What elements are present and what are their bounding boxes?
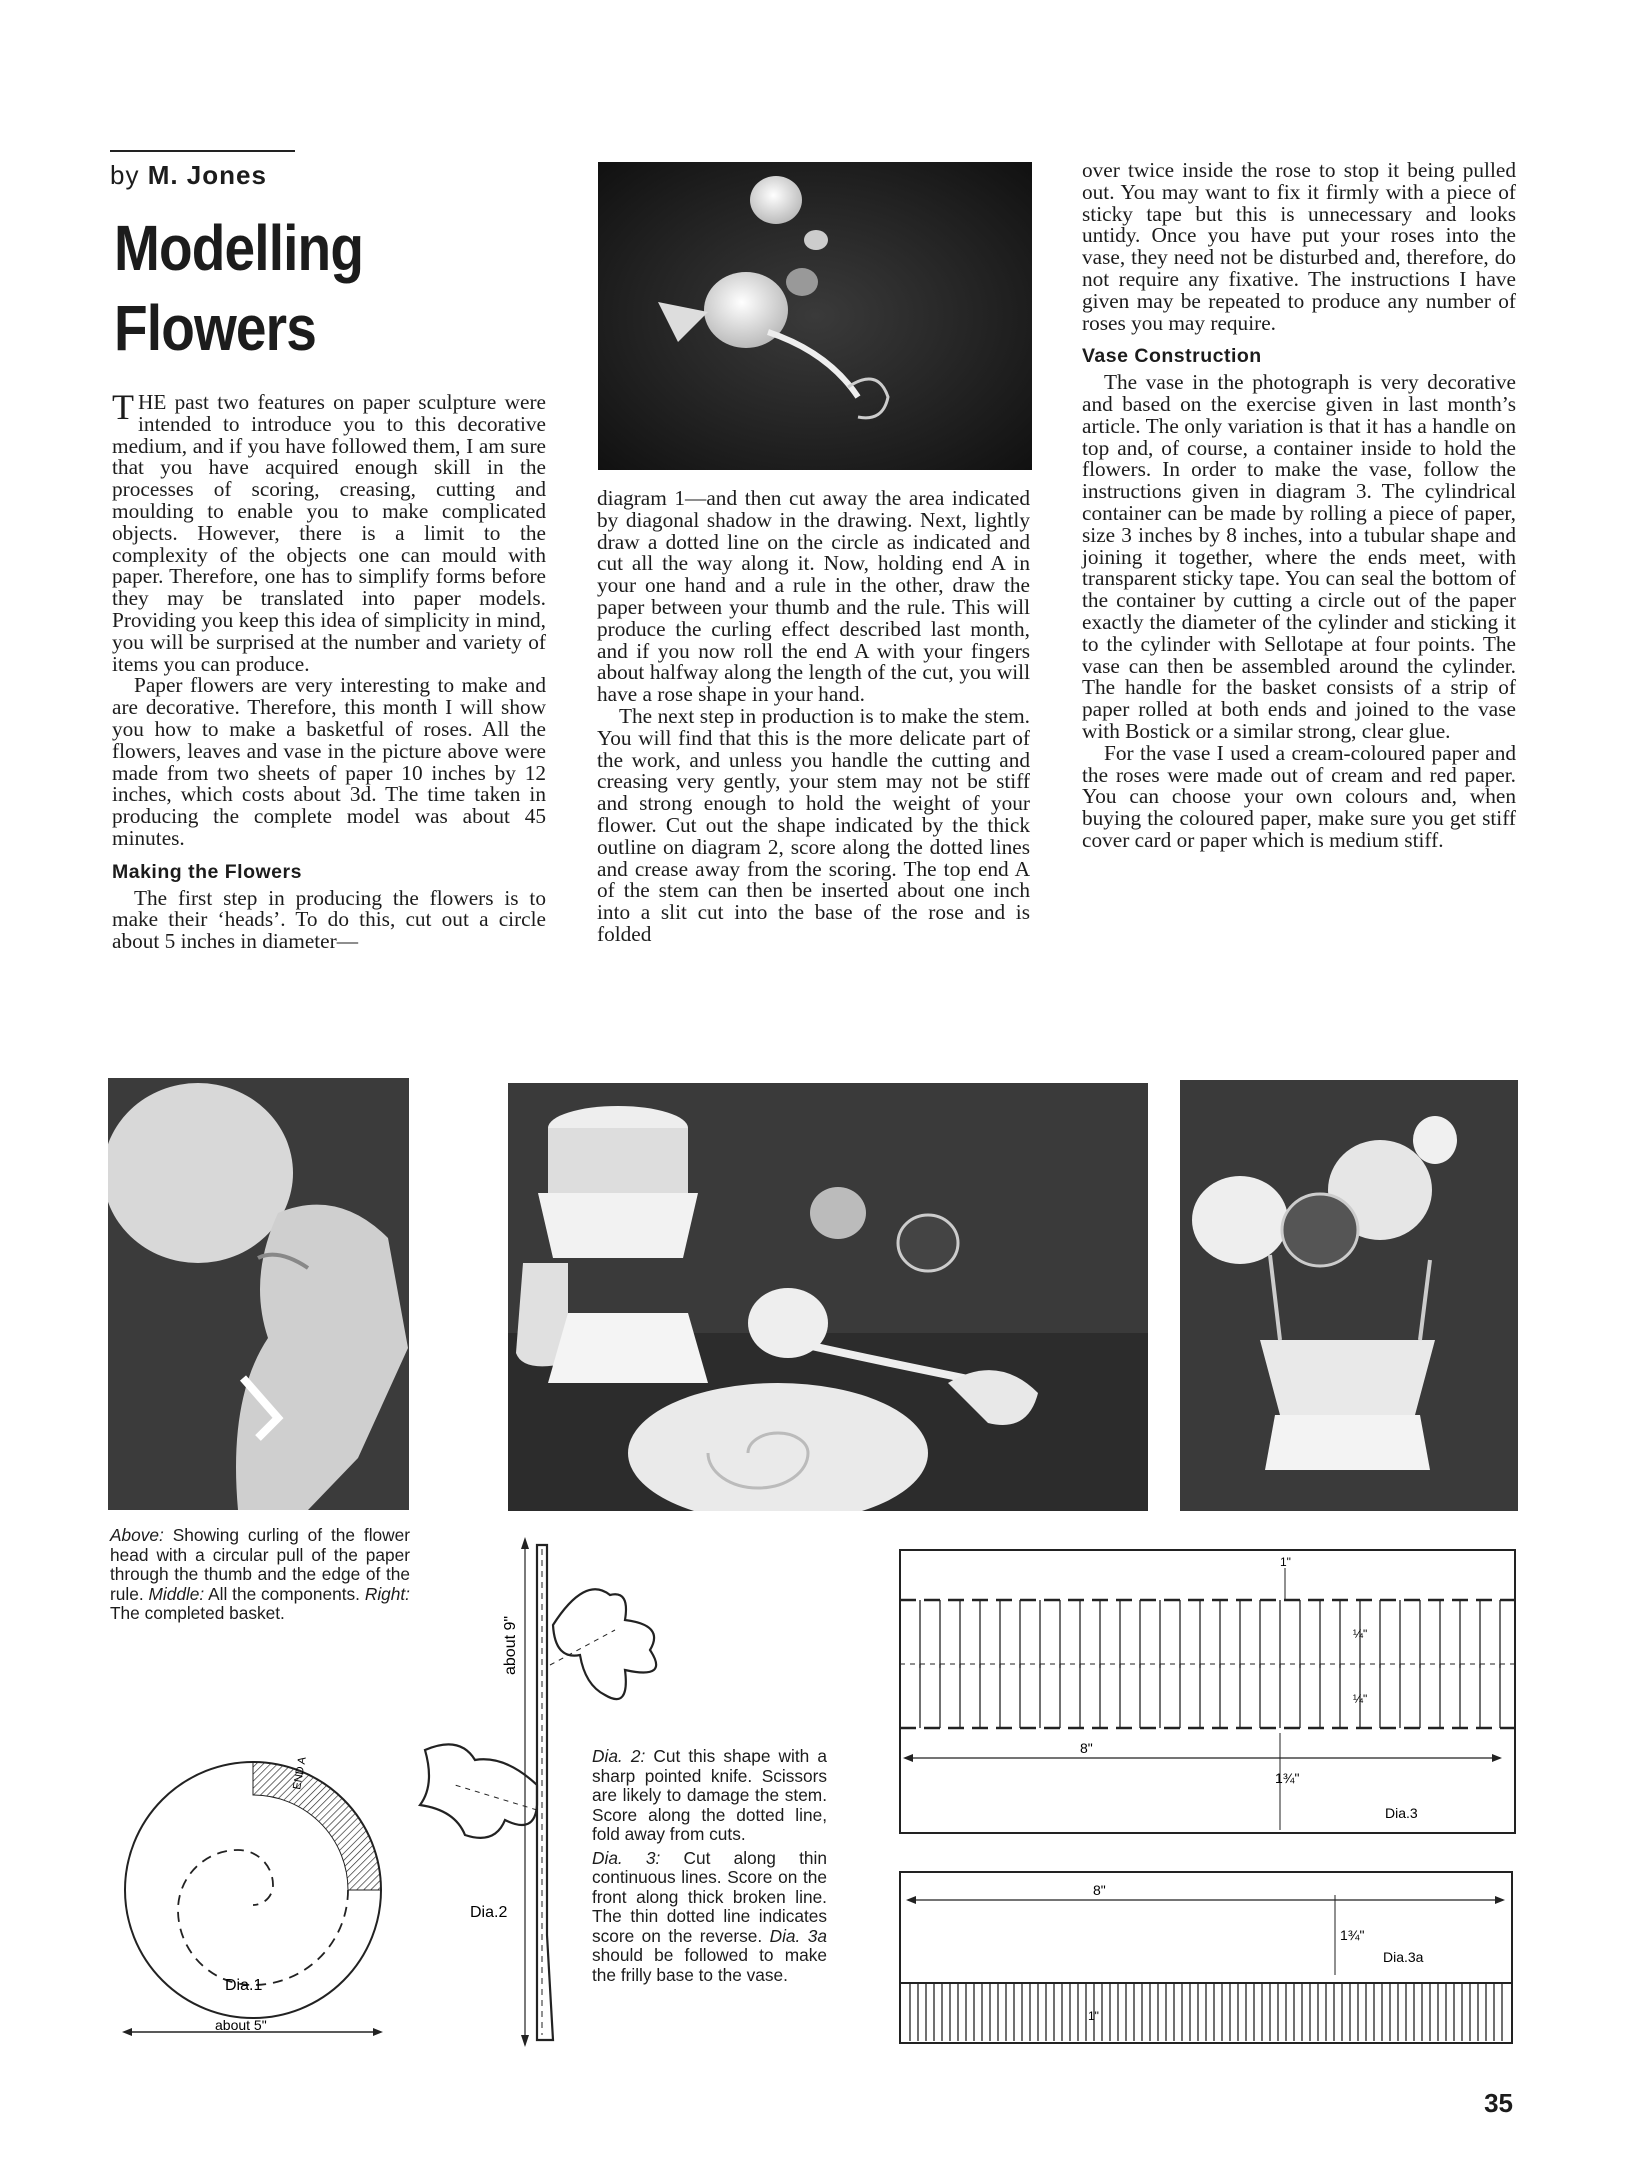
photo-components xyxy=(508,1083,1148,1511)
paragraph: diagram 1—and then cut away the area indicated by diagonal shadow in the drawing. Next, lightly draw a dotted line on the circle as indicated and cut all the way along it. Now, holding end A in your one hand and a rule in the other, draw the paper between your thumb and the rule. This will produce the curling effect described last month, and if you now roll the end A with your fingers about halfway along the length of the cut, you will have a rose shape in your hand. xyxy=(597,486,1030,707)
title-line-2: Flowers xyxy=(114,292,316,364)
paragraph: over twice inside the rose to stop it being pulled out. You may want to fix it firmly with a piece of sticky tape but this is unnecessary and looks untidy. Once you have put your roses into the vase, they need not be disturbed and, therefore, do not require any fixative. The instructions I have given may be repeated to produce any number of roses you may require. xyxy=(1082,158,1516,335)
dia3-width: 8" xyxy=(1080,1740,1093,1756)
paragraph: The first step in producing the flowers is to make their ‘heads’. To do this, cut out a circle about 5 inches in diameter— xyxy=(112,885,546,954)
photo-roses xyxy=(598,162,1032,470)
dia3a-width: 8" xyxy=(1093,1882,1106,1898)
intro-paragraph: THE past two features on paper sculpture were intended to introduce you to this decorative medium, and if you have followed them, I am sure that you have acquired enough skill in the processes of scoring, creasing, cutting and moulding to enable you to make complicated objects. However, there is a limit to the complexity of the objects one can mould with paper. Therefore, one has to simplify forms before they may be translated into paper models. Providing you keep this idea of simplicity in mind, you will be surprised at the number and variety of items you can produce. xyxy=(112,387,546,676)
byline-prefix: by xyxy=(110,160,140,190)
section-heading-making-flowers: Making the Flowers xyxy=(112,860,302,883)
text-column-3 xyxy=(1082,160,1516,852)
photo-completed-basket xyxy=(1180,1080,1518,1511)
diagram-caption xyxy=(592,1747,827,1985)
dia3-quarter-1: ¼" xyxy=(1353,1627,1368,1641)
title-line-1: Modelling xyxy=(114,212,364,284)
dia3-top-dim: 1" xyxy=(1280,1555,1291,1569)
article-title xyxy=(114,208,363,368)
dia3a-height: 1¾" xyxy=(1340,1927,1365,1943)
paragraph: The next step in production is to make the stem. You will find that this is the more delicate part of the work, and unless you handle the cutting and creasing very gently, your stem may not be stiff and strong enough to hold the weight of your flower. Cut out the shape indicated by the thick outline on diagram 2, score along the dotted lines and crease away from the scoring. The top end A of the stem can then be inserted about one inch into a slit cut into the base of the rose and is folded xyxy=(597,703,1030,946)
dia2-dimension: about 9" xyxy=(502,1615,519,1675)
diagram-3-vase xyxy=(895,1548,1520,1838)
dia3-caption: Dia. 3: Cut along thin continuous lines. Score on the front along thick broken line. The thin dotted line indicates score on the reverse. Dia. 3a should be followed to make the frilly base to the vase. xyxy=(592,1847,827,1985)
text-column-1 xyxy=(112,387,546,954)
dia3-quarter-2: ¼" xyxy=(1353,1692,1368,1706)
text-column-2 xyxy=(597,488,1030,946)
byline xyxy=(110,150,295,191)
dia3a-base-dim: 1" xyxy=(1088,2009,1099,2023)
diagram-3a-frilly-base xyxy=(898,1870,1518,2045)
drop-cap: T xyxy=(112,387,134,427)
photo-caption: Above: Showing curling of the flower head with a circular pull of the paper through the thumb and the edge of the rule. Middle: All the components. Right: The completed basket. xyxy=(110,1525,410,1623)
dia1-end-label: END A xyxy=(291,1755,309,1791)
dia3-label: Dia.3 xyxy=(1385,1805,1418,1821)
section-heading-vase-construction: Vase Construction xyxy=(1082,345,1262,368)
paragraph: For the vase I used a cream-coloured paper and the roses were made out of cream and red paper. You can choose your own colours and, when buying the coloured paper, make sure you get stiff cover card or paper which is medium stiff. xyxy=(1082,740,1516,852)
dia2-label: Dia.2 xyxy=(470,1904,508,1921)
dia3a-label: Dia.3a xyxy=(1383,1949,1424,1965)
diagram-1-flower-circle xyxy=(110,1740,400,2050)
byline-author: M. Jones xyxy=(147,160,267,190)
paragraph: The vase in the photograph is very decorative and based on the exercise given in last month’s article. The only variation is that it has a handle on top and, of course, a container inside to hold the flowers. In order to make the vase, follow the instructions given in diagram 3. The cylindrical container can be made by rolling a piece of paper, size 3 inches by 8 inches, into a tubular shape and joining it together, where the ends meet, with transparent sticky tape. You can seal the bottom of the container by cutting a circle out of the paper exactly the diameter of the cylinder and sticking it to the cylinder with Sellotape at four points. The vase can then be assembled around the cylinder. The handle for the basket consists of a strip of paper rolled at both ends and joined to the vase with Bostick or a similar strong, clear glue. xyxy=(1082,370,1516,743)
page-number: 35 xyxy=(1484,2088,1513,2118)
photo-curling xyxy=(108,1078,409,1510)
dia1-label: Dia.1 xyxy=(225,1977,263,1994)
dia1-dimension: about 5" xyxy=(215,2017,267,2033)
dia3-height: 1¾" xyxy=(1275,1770,1300,1786)
dia2-caption: Dia. 2: Cut this shape with a sharp pointed knife. Scissors are likely to damage the stem. Score along the dotted line, fold away from cuts. xyxy=(592,1746,827,1844)
paragraph: Paper flowers are very interesting to make and are decorative. Therefore, this month I will show you how to make a basketful of roses. All the flowers, leaves and vase in the picture above were made from two sheets of paper 10 inches by 12 inches, which costs about 3d. The time taken in producing the complete model was about 45 minutes. xyxy=(112,673,546,850)
